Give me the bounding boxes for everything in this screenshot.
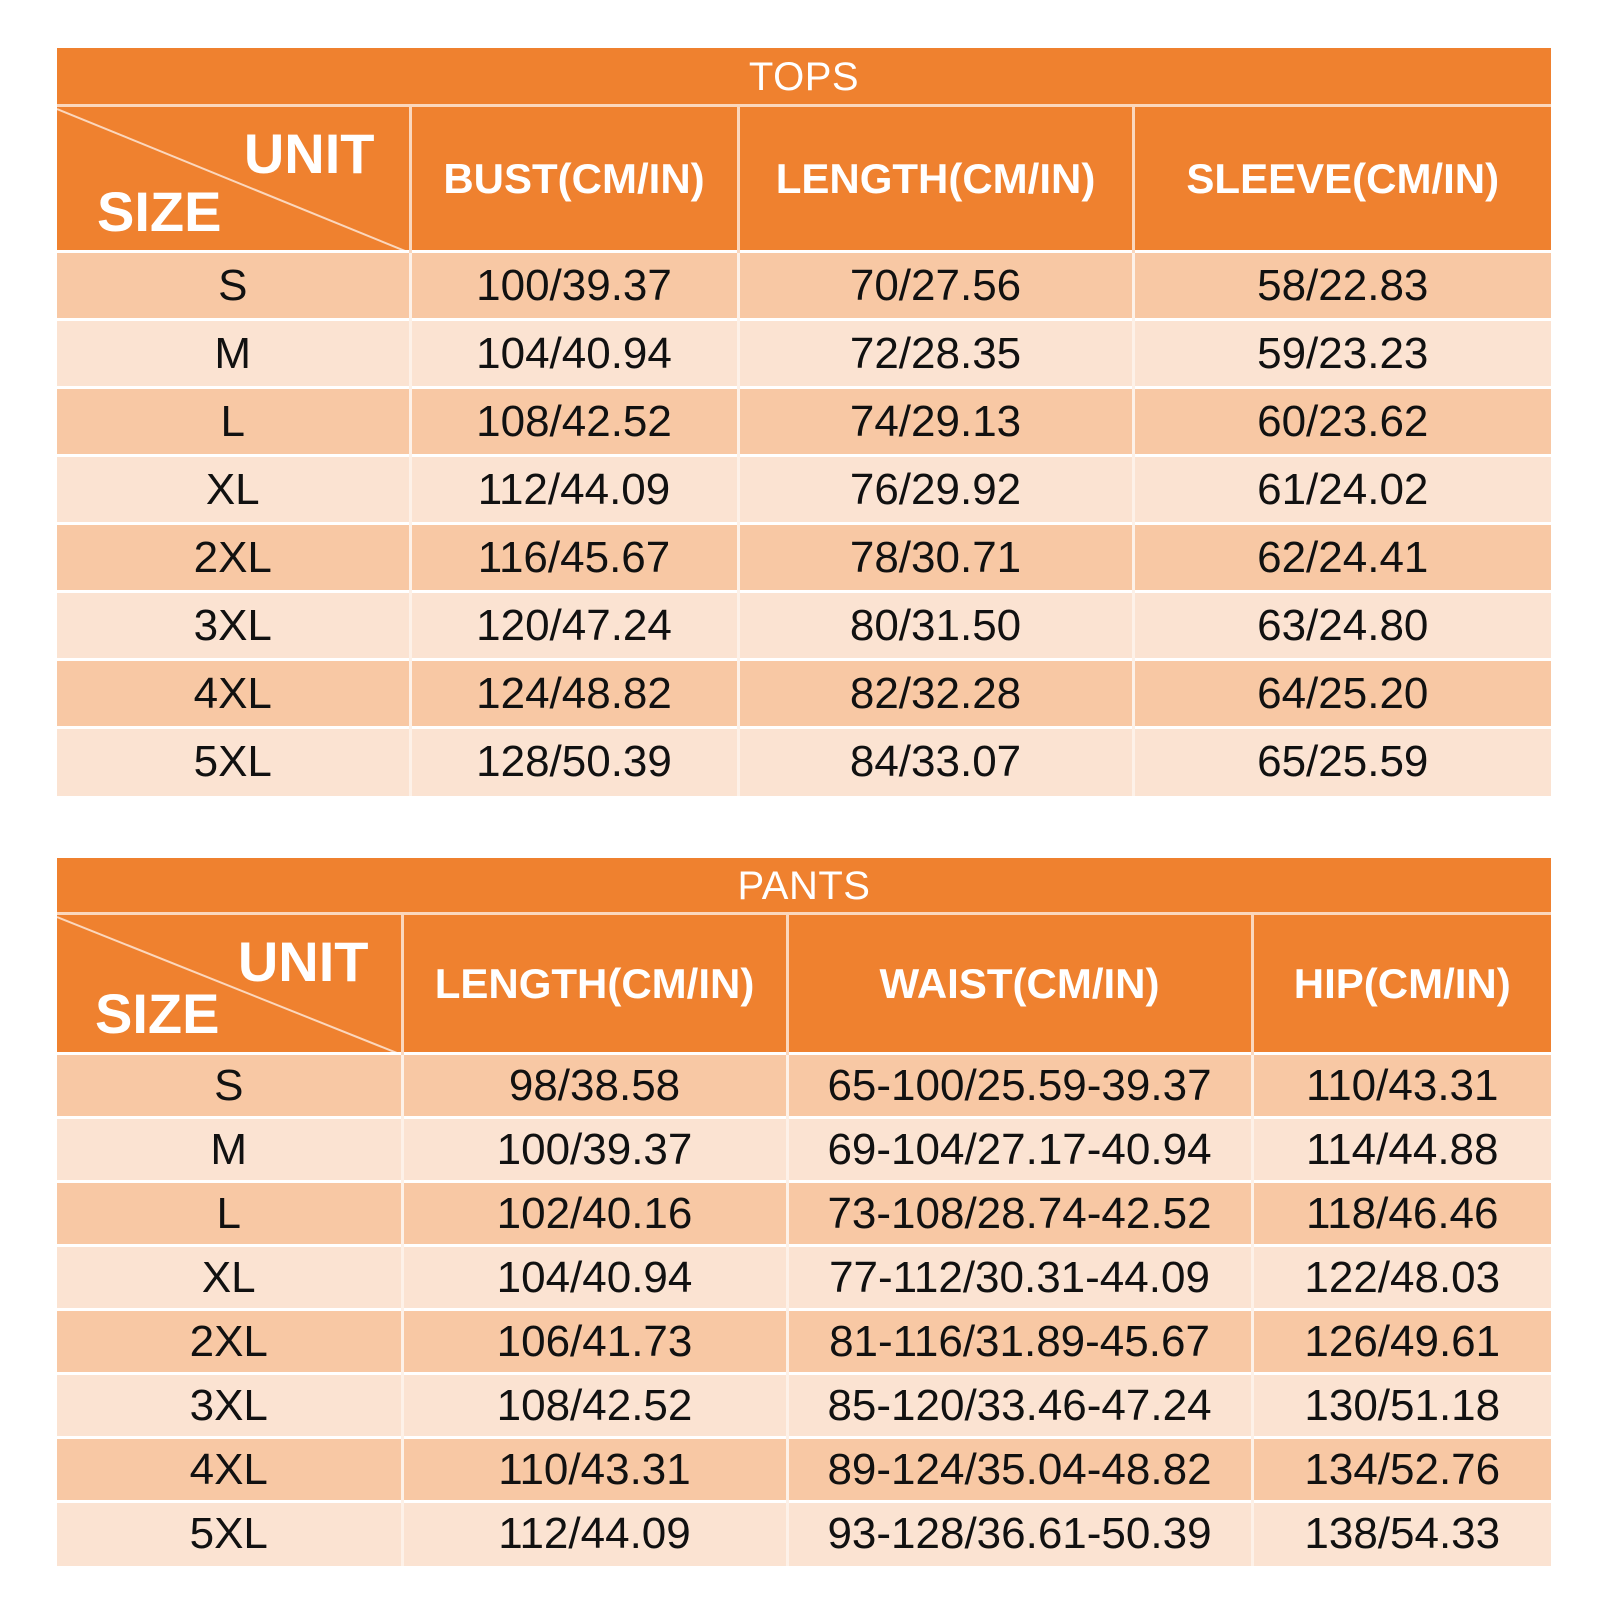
tops-table xyxy=(57,104,1551,796)
value-cell: 77-112/30.31-44.09 xyxy=(787,1246,1252,1310)
table-row xyxy=(57,320,1551,388)
value-cell: 58/22.83 xyxy=(1133,252,1551,320)
pants-size-label: SIZE xyxy=(95,982,220,1045)
pants-column-header: HIP(CM/IN) xyxy=(1252,914,1551,1054)
table-row xyxy=(57,1054,1551,1118)
tops-unit-label: UNIT xyxy=(243,122,375,185)
size-cell: 4XL xyxy=(57,660,410,728)
value-cell: 128/50.39 xyxy=(410,728,738,796)
value-cell: 84/33.07 xyxy=(738,728,1133,796)
table-row xyxy=(57,1118,1551,1182)
table-row xyxy=(57,1182,1551,1246)
table-row xyxy=(57,592,1551,660)
tops-column-header: BUST(CM/IN) xyxy=(410,106,738,252)
table-row xyxy=(57,1374,1551,1438)
tops-header-row xyxy=(57,106,1551,252)
pants-title: PANTS xyxy=(57,858,1551,912)
value-cell: 134/52.76 xyxy=(1252,1438,1551,1502)
value-cell: 116/45.67 xyxy=(410,524,738,592)
size-cell: 5XL xyxy=(57,1502,402,1566)
table-row xyxy=(57,524,1551,592)
size-cell: XL xyxy=(57,1246,402,1310)
value-cell: 76/29.92 xyxy=(738,456,1133,524)
value-cell: 65-100/25.59-39.37 xyxy=(787,1054,1252,1118)
value-cell: 61/24.02 xyxy=(1133,456,1551,524)
size-cell: S xyxy=(57,1054,402,1118)
value-cell: 112/44.09 xyxy=(410,456,738,524)
value-cell: 104/40.94 xyxy=(410,320,738,388)
value-cell: 102/40.16 xyxy=(402,1182,787,1246)
value-cell: 89-124/35.04-48.82 xyxy=(787,1438,1252,1502)
pants-size-chart xyxy=(57,858,1551,1566)
table-row xyxy=(57,1502,1551,1566)
size-cell: L xyxy=(57,388,410,456)
value-cell: 100/39.37 xyxy=(402,1118,787,1182)
value-cell: 70/27.56 xyxy=(738,252,1133,320)
value-cell: 80/31.50 xyxy=(738,592,1133,660)
table-row xyxy=(57,456,1551,524)
tops-size-label: SIZE xyxy=(97,180,222,243)
value-cell: 114/44.88 xyxy=(1252,1118,1551,1182)
value-cell: 93-128/36.61-50.39 xyxy=(787,1502,1252,1566)
size-cell: XL xyxy=(57,456,410,524)
value-cell: 108/42.52 xyxy=(410,388,738,456)
table-row xyxy=(57,252,1551,320)
size-cell: S xyxy=(57,252,410,320)
value-cell: 65/25.59 xyxy=(1133,728,1551,796)
pants-column-header: WAIST(CM/IN) xyxy=(787,914,1252,1054)
size-cell: M xyxy=(57,320,410,388)
value-cell: 110/43.31 xyxy=(402,1438,787,1502)
table-row xyxy=(57,1246,1551,1310)
table-row xyxy=(57,1438,1551,1502)
value-cell: 63/24.80 xyxy=(1133,592,1551,660)
size-cell: 3XL xyxy=(57,592,410,660)
table-row xyxy=(57,728,1551,796)
size-cell: 3XL xyxy=(57,1374,402,1438)
size-cell: 2XL xyxy=(57,1310,402,1374)
value-cell: 118/46.46 xyxy=(1252,1182,1551,1246)
tops-title: TOPS xyxy=(57,48,1551,104)
value-cell: 104/40.94 xyxy=(402,1246,787,1310)
value-cell: 73-108/28.74-42.52 xyxy=(787,1182,1252,1246)
value-cell: 82/32.28 xyxy=(738,660,1133,728)
value-cell: 60/23.62 xyxy=(1133,388,1551,456)
value-cell: 138/54.33 xyxy=(1252,1502,1551,1566)
value-cell: 64/25.20 xyxy=(1133,660,1551,728)
size-cell: 2XL xyxy=(57,524,410,592)
value-cell: 85-120/33.46-47.24 xyxy=(787,1374,1252,1438)
value-cell: 74/29.13 xyxy=(738,388,1133,456)
value-cell: 62/24.41 xyxy=(1133,524,1551,592)
value-cell: 106/41.73 xyxy=(402,1310,787,1374)
size-cell: L xyxy=(57,1182,402,1246)
value-cell: 69-104/27.17-40.94 xyxy=(787,1118,1252,1182)
value-cell: 120/47.24 xyxy=(410,592,738,660)
value-cell: 126/49.61 xyxy=(1252,1310,1551,1374)
value-cell: 130/51.18 xyxy=(1252,1374,1551,1438)
table-row xyxy=(57,660,1551,728)
size-cell: M xyxy=(57,1118,402,1182)
pants-column-header: LENGTH(CM/IN) xyxy=(402,914,787,1054)
tops-column-header: SLEEVE(CM/IN) xyxy=(1133,106,1551,252)
tops-column-header: LENGTH(CM/IN) xyxy=(738,106,1133,252)
value-cell: 100/39.37 xyxy=(410,252,738,320)
value-cell: 112/44.09 xyxy=(402,1502,787,1566)
tops-corner-cell xyxy=(57,106,410,252)
value-cell: 122/48.03 xyxy=(1252,1246,1551,1310)
value-cell: 124/48.82 xyxy=(410,660,738,728)
value-cell: 78/30.71 xyxy=(738,524,1133,592)
value-cell: 108/42.52 xyxy=(402,1374,787,1438)
value-cell: 72/28.35 xyxy=(738,320,1133,388)
value-cell: 59/23.23 xyxy=(1133,320,1551,388)
tops-size-chart xyxy=(57,48,1551,796)
value-cell: 110/43.31 xyxy=(1252,1054,1551,1118)
table-row xyxy=(57,1310,1551,1374)
table-row xyxy=(57,388,1551,456)
value-cell: 81-116/31.89-45.67 xyxy=(787,1310,1252,1374)
value-cell: 98/38.58 xyxy=(402,1054,787,1118)
pants-table xyxy=(57,912,1551,1566)
pants-corner-cell xyxy=(57,914,402,1054)
size-cell: 4XL xyxy=(57,1438,402,1502)
pants-header-row xyxy=(57,914,1551,1054)
pants-unit-label: UNIT xyxy=(237,930,369,993)
size-cell: 5XL xyxy=(57,728,410,796)
